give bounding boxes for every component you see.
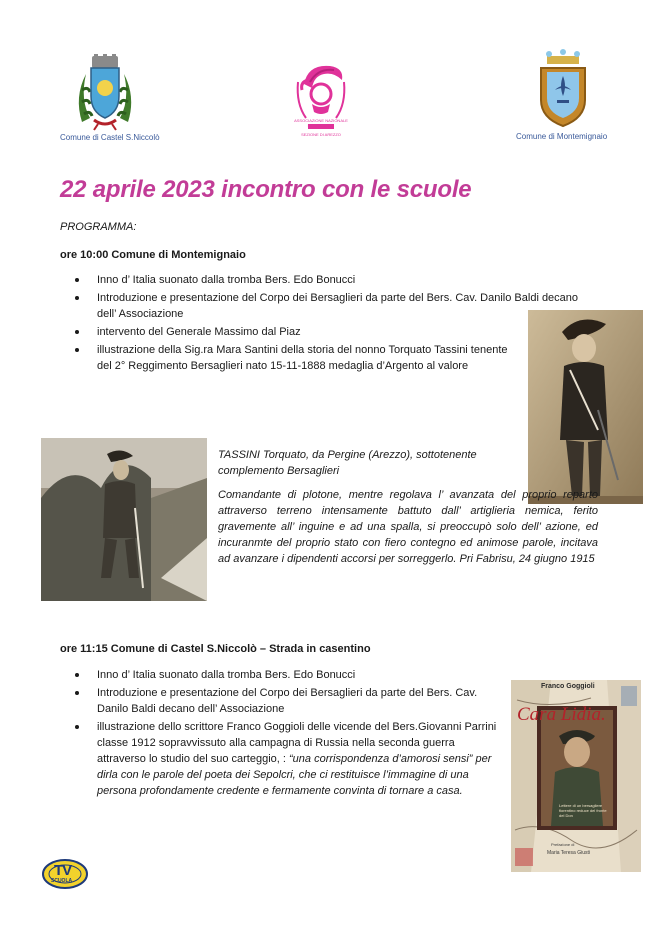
list-item: Inno d’ Italia suonato dalla tromba Bers. Edo Bonucci: [97, 272, 517, 288]
book-cover: [511, 680, 641, 872]
tassini-caption: TASSINI Torquato, da Pergine (Arezzo), sottotenente complemento Bersaglieri: [218, 449, 477, 477]
item-text: illustrazione dello scrittore Franco Goggioli delle vicende del Bers.Giovanni Parrini classe 1912 sopravvissuto alla campagna di Russia nella seconda guerra attraverso lo studio del suo carteggio, :: [97, 721, 497, 765]
item-quote: “una corrispondenza d’amorosi sensi” per dirla con le parole del poeta dei Sepolcri, che ci restituisce l’immagine di una persona profondamente credente e fermamente convinta di tornare a casa.: [97, 753, 492, 797]
anb-sub-text: SEZIONE DI AREZZO: [301, 132, 341, 137]
book-prefazione: Prefazione di: [551, 842, 575, 847]
soldier-photo: [41, 438, 207, 601]
book-author: Franco Goggioli: [541, 683, 595, 690]
book-title: Cara Lidia.: [517, 704, 606, 725]
programma-label: PROGRAMMA:: [60, 221, 137, 233]
montemignaio-logo: [533, 46, 593, 132]
anb-arezzo-logo: [290, 60, 352, 140]
section1-heading: ore 10:00 Comune di Montemignaio: [60, 249, 246, 261]
castel-coat-of-arms-icon: [72, 52, 138, 134]
section2-list: [97, 667, 507, 801]
anb-arc-text: ASSOCIAZIONE NAZIONALE BERSAGLIERI: [294, 118, 348, 128]
soldier-portrait-icon: [41, 438, 207, 601]
tv-logo-main: TV: [54, 862, 72, 879]
book-prefazione-author: Maria Teresa Giusti: [547, 850, 590, 856]
castel-logo-caption: Comune di Castel S.Niccolò: [60, 133, 160, 142]
list-item: [97, 719, 502, 799]
castel-logo: [72, 52, 138, 134]
officer-photo: [528, 310, 643, 504]
bersaglieri-plume-icon: [290, 60, 352, 140]
list-item: Introduzione e presentazione del Corpo dei Bersaglieri da parte del Bers. Cav. Danilo Baldi decano dell’ Associazione: [97, 685, 497, 717]
section1-list: [97, 272, 579, 376]
list-item: Introduzione e presentazione del Corpo dei Bersaglieri da parte del Bers. Cav. Danilo Baldi decano dell’ Associazione: [97, 290, 597, 322]
tv-logo-ring: SCUOLA: [51, 878, 73, 884]
list-item: Inno d’ Italia suonato dalla tromba Bers. Edo Bonucci: [97, 667, 507, 683]
section2-heading: ore 11:15 Comune di Castel S.Niccolò – Strada in casentino: [60, 643, 371, 655]
book-subtitle: Lettere di un bersagliere fiorentino reduce del fronte del Don: [559, 803, 607, 818]
montemignaio-logo-caption: Comune di Montemignaio: [516, 132, 608, 141]
officer-portrait-icon: [528, 310, 643, 504]
list-item: illustrazione della Sig.ra Mara Santini della storia del nonno Torquato Tassini tenente del 2° Reggimento Bersaglieri nato 15-11-1888 medaglia d’Argento al valore: [97, 342, 517, 374]
list-item: intervento del Generale Massimo dal Piaz: [97, 324, 517, 340]
tassini-citation: Comandante di plotone, mentre regolava l’ avanzata del proprio reparto attraverso terreno intensamente battuto dall’ artiglieria nemica, ferito gravemente all’ inguine e ad una spalla, si preoccupò solo dell’ azione, ed incuranmte del proprio stato con fiero contegno ed animose parole, incitava ad avanzare i dipendenti accorsi per sorreggerlo. Pri Fabrisu, 24 giugno 1915: [218, 489, 598, 565]
page-title: 22 aprile 2023 incontro con le scuole: [60, 176, 472, 203]
tv-logo: [41, 858, 89, 890]
montemignaio-coat-of-arms-icon: [533, 46, 593, 132]
